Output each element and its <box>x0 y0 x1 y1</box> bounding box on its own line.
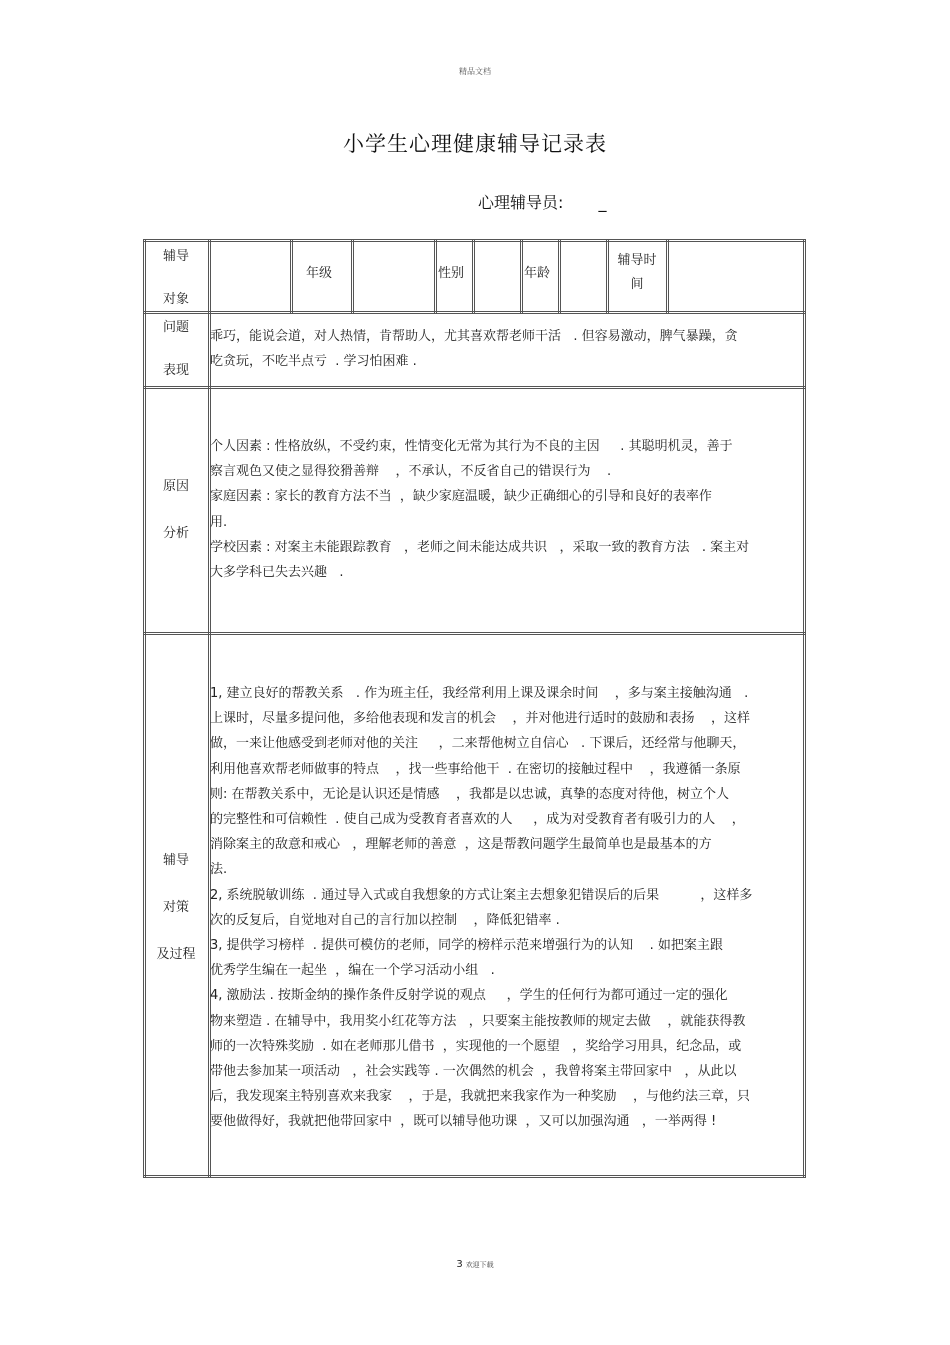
table-divider-row3 <box>143 632 806 635</box>
problem-content: 乖巧，能说会道，对人热情，肯帮助人，尤其喜欢帮老师干活 . 但容易激动，脾气暴躁，贪 吃贪玩，不吃半点亏 . 学习怕困难 . <box>210 329 738 370</box>
label-cause: 原因 分析 <box>162 479 189 541</box>
table-divider-col4 <box>434 239 437 313</box>
cause-content: 个人因素 : 性格放纵，不受约束，性情变化无常为其行为不良的主因 . 其聪明机灵，善于 察言观色又使之显得狡猾善辩 ，不承认，不反省自己的错误行为 . 家庭因素 : 家长的教育方法不当 ，缺少家庭温暖，缺少正确细心的引导和良好的表率作 用. 学校因素 : 对案主未能跟踪教育 ，老师之间未能达成共识 ，采取一致的教育方法 . 案主对 大多学科已失去兴趣 . <box>210 439 750 581</box>
download-text: 欢迎下载 <box>465 1261 494 1269</box>
label-age: 年龄 <box>524 266 551 281</box>
counselor-field <box>478 190 607 213</box>
header-watermark: 精品文档 <box>459 67 491 76</box>
table-divider-col7 <box>558 239 561 313</box>
label-strategy: 辅导 对策 及过程 <box>156 853 196 962</box>
table-divider-col3 <box>351 239 354 313</box>
counselor-label: 心理辅导员: <box>478 193 564 212</box>
table-divider-col5 <box>472 239 475 313</box>
page-number: 3 <box>456 1259 463 1270</box>
record-table <box>143 239 806 1178</box>
label-problem: 问题 表现 <box>162 320 189 378</box>
counselor-value: _ <box>598 193 607 212</box>
strategy-content: 1, 建立良好的帮教关系 . 作为班主任，我经常利用上课及课余时间 ，多与案主接触沟通 . 上课时，尽量多提问他，多给他表现和发言的机会 ，并对他进行适时的鼓励和表扬 ，这样 做，一来让他感受到老师对他的关注 ，二来帮他树立自信心 . 下课后，还经常与他聊天， 利用他喜欢帮老师做事的特点 ，找一些事给他干 . 在密切的接触过程中 ，我遵循一条原 则: 在帮教关系中，无论是认识还是情感 ，我都是以忠诚，真挚的态度对待他，树立个人 的完整性和可信赖性 . 使自己成为受教育者喜欢的人 ，成为对受教育者有吸引力的人 ， 消除案主的敌意和戒心 ，理解老师的善意 ，这是帮教问题学生最简单也是最基本的方 法. 2, 系统脱敏训练 . 通过导入式或自我想象的方式让案主去想象犯错误后的后果 ，这样多 次的反复后，自觉地对自己的言行加以控制 ，降低犯错率 . 3, 提供学习榜样 . 提供可模仿的老师，同学的榜样示范来增强行为的认知 . 如把案主跟 优秀学生编在一起坐 ，编在一个学习活动小组 . 4, 激励法 . 按斯金纳的操作条件反射学说的观点 ，学生的任何行为都可通过一定的强化 物来塑造 . 在辅导中，我用奖小红花等方法 ，只要案主能按教师的规定去做 ，就能获得教 师的一次特殊奖励 . 如在老师那儿借书 ，实现他的一个愿望 ，奖给学习用具，纪念品，或 带他去参加某一项活动 ，社会实践等 . 一次偶然的机会 ，我曾将案主带回家中 ，从此以 后，我发现案主特别喜欢来我家 ，于是，我就把来我家作为一种奖励 ，与他约法三章，只 要他做得好，我就把他带回家中 ，既可以辅导他功课 ，又可以加强沟通 ，一举两得 ! <box>210 686 753 1130</box>
page-title: 小学生心理健康辅导记录表 <box>343 132 607 156</box>
table-divider-row2 <box>143 386 806 389</box>
table-border-bottom <box>143 1175 806 1178</box>
table-divider-col2 <box>290 239 293 313</box>
label-time: 辅导时 间 <box>617 253 657 292</box>
table-border-left <box>143 239 146 1178</box>
label-grade: 年级 <box>306 266 333 281</box>
label-target: 辅导 对象 <box>162 249 189 307</box>
label-gender: 性别 <box>438 266 465 281</box>
table-divider-col6 <box>520 239 523 313</box>
page-footer <box>0 1259 950 1270</box>
table-divider-col9 <box>666 239 669 313</box>
